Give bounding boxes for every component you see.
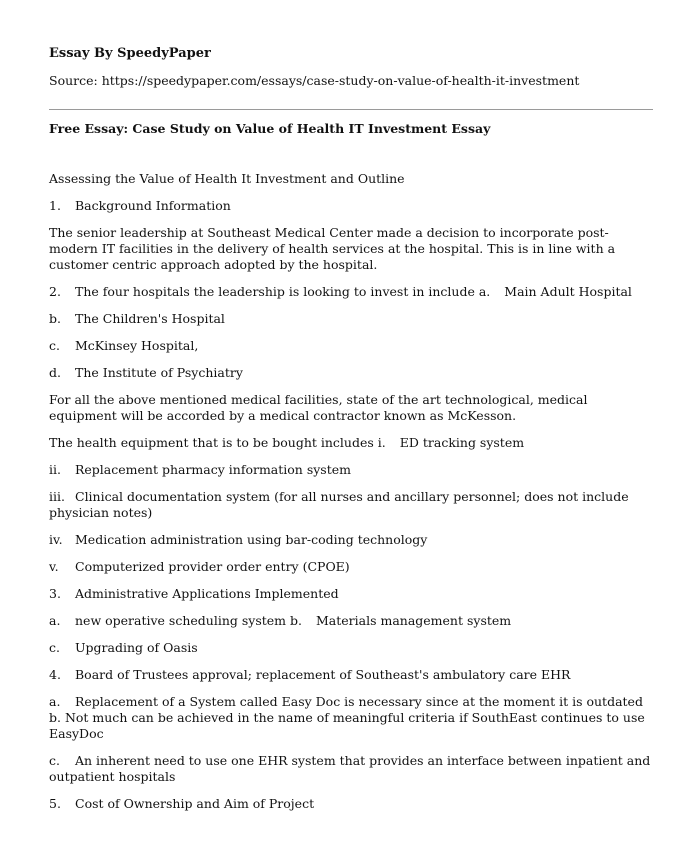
essay-paragraph <box>49 435 653 451</box>
list-marker: ii. <box>49 462 61 477</box>
essay-paragraph <box>49 365 653 381</box>
essay-paragraph <box>49 559 653 575</box>
essay-paragraph <box>49 225 653 273</box>
essay-paragraph <box>49 796 653 812</box>
list-marker: d. <box>49 365 61 380</box>
list-marker: b. <box>49 311 61 326</box>
essay-paragraph <box>49 198 653 214</box>
essay-body <box>49 171 653 823</box>
paragraph-text: Computerized provider order entry (CPOE) <box>75 559 350 574</box>
essay-paragraph <box>49 392 653 424</box>
paragraph-text: Clinical documentation system (for all nurses and ancillary personnel; does not include physician notes) <box>49 489 629 520</box>
essay-paragraph <box>49 753 653 785</box>
essay-paragraph <box>49 640 653 656</box>
list-marker: 5. <box>49 796 61 811</box>
list-marker: c. <box>49 753 60 768</box>
paragraph-text: Cost of Ownership and Aim of Project <box>75 796 315 811</box>
paragraph-text: Administrative Applications Implemented <box>75 586 339 601</box>
paragraph-text: The Institute of Psychiatry <box>75 365 243 380</box>
paragraph-text: Replacement of a System called Easy Doc is necessary since at the moment it is outdated b. Not much can be achieved in the name of meaningful criteria if SouthEast continues to use EasyDoc <box>49 694 645 741</box>
paragraph-text: For all the above mentioned medical facilities, state of the art technological, medical equipment will be accorded by a medical contractor known as McKesson. <box>49 392 588 423</box>
essay-paragraph <box>49 338 653 354</box>
paragraph-text: new operative scheduling system b. <box>75 613 302 628</box>
list-marker: 1. <box>49 198 61 213</box>
paragraph-text: An inherent need to use one EHR system that provides an interface between inpatient and outpatient hospitals <box>49 753 651 784</box>
paragraph-inline-item: Main Adult Hospital <box>504 284 632 299</box>
paragraph-text: Board of Trustees approval; replacement of Southeast's ambulatory care EHR <box>75 667 571 682</box>
list-marker: c. <box>49 338 60 353</box>
list-marker: c. <box>49 640 60 655</box>
paragraph-text: Replacement pharmacy information system <box>75 462 351 477</box>
paragraph-text: Medication administration using bar-coding technology <box>75 532 428 547</box>
list-marker: a. <box>49 694 61 709</box>
essay-paragraph <box>49 284 653 300</box>
paragraph-text: The four hospitals the leadership is looking to invest in include a. <box>75 284 491 299</box>
essay-paragraph <box>49 586 653 602</box>
list-marker: a. <box>49 613 61 628</box>
paragraph-text: Upgrading of Oasis <box>75 640 198 655</box>
essay-paragraph <box>49 532 653 548</box>
paragraph-inline-item: Materials management system <box>315 613 512 628</box>
essay-paragraph <box>49 171 653 187</box>
essay-paragraph <box>49 667 653 683</box>
document-header-title: Essay By SpeedyPaper <box>49 46 211 61</box>
paragraph-text: The Children's Hospital <box>75 311 225 326</box>
essay-title: Free Essay: Case Study on Value of Health IT Investment Essay <box>49 121 491 136</box>
list-marker: 2. <box>49 284 61 299</box>
paragraph-text: Assessing the Value of Health It Investment and Outline <box>49 171 405 186</box>
paragraph-text: The senior leadership at Southeast Medical Center made a decision to incorporate post-modern IT facilities in the delivery of health services at the hospital. This is in line with a customer centric approach adopted by the hospital. <box>49 225 616 272</box>
list-marker: 4. <box>49 667 61 682</box>
essay-paragraph <box>49 311 653 327</box>
paragraph-text: Background Information <box>75 198 231 213</box>
source-line: Source: https://speedypaper.com/essays/case-study-on-value-of-health-it-investment <box>49 73 580 88</box>
paragraph-inline-item: ED tracking system <box>399 435 525 450</box>
paragraph-text: The health equipment that is to be bought includes i. <box>49 435 386 450</box>
essay-paragraph <box>49 489 653 521</box>
list-marker: 3. <box>49 586 61 601</box>
list-marker: v. <box>49 559 59 574</box>
essay-paragraph <box>49 613 653 629</box>
header-divider <box>49 109 653 110</box>
list-marker: iv. <box>49 532 63 547</box>
essay-paragraph <box>49 694 653 742</box>
paragraph-text: McKinsey Hospital, <box>75 338 199 353</box>
list-marker: iii. <box>49 489 65 504</box>
essay-paragraph <box>49 462 653 478</box>
